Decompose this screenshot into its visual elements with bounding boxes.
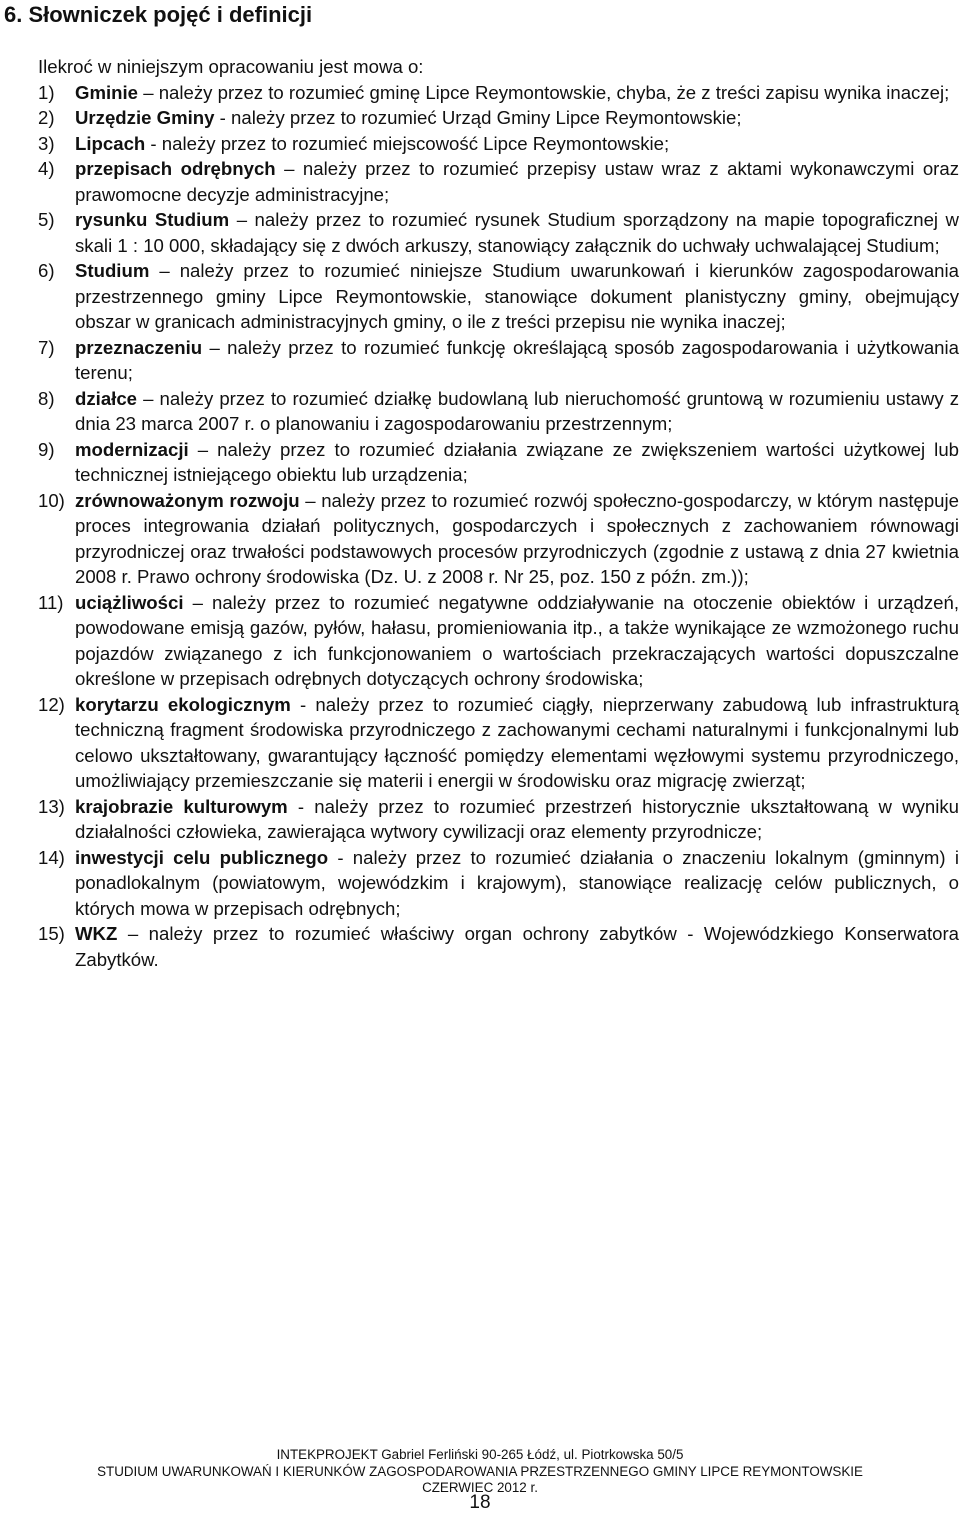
intro-text: Ilekroć w niniejszym opracowaniu jest mowa o: [38,56,424,77]
definition-text: – należy przez to rozumieć niniejsze Studium uwarunkowań i kierunków zagospodarowania przestrzennego gminy Lipce Reymontowskie, stanowiące dokument planistyczny gminy, obejmujący obszar w granicach administracyjnych gminy, o ile z treści przepisu nie wynika inaczej; [75,260,959,332]
definition-text: – należy przez to rozumieć rozwój społeczno-gospodarczy, w którym następuje proces integrowania działań politycznych, gospodarczych i społecznych z zachowaniem równowagi przyrodniczej oraz trwałości podstawowych procesów przyrodniczych (zgodnie z ustawą z dnia 27 kwietnia 2008 r. Prawo ochrony środowiska (Dz. U. z 2008 r. Nr 25, poz. 150 z późn. zm.)); [75,489,959,587]
definition-item [38,207,959,258]
definition-item [38,131,959,157]
definition-text: – należy przez to rozumieć działania związane ze zwiększeniem wartości użytkowej lub technicznej istniejącego obiektu lub urządzenia; [75,438,959,485]
definition-item [38,156,959,207]
definition-term: zrównoważonym rozwoju [75,489,300,511]
definition-term: WKZ [75,923,118,944]
definition-number: 4) [38,158,55,179]
footer-date: CZERWIEC 2012 r. [422,1480,538,1495]
definition-number: 10) [38,489,65,511]
definition-number: 13) [38,795,65,817]
definition-number: 12) [38,693,65,715]
definition-text: – należy przez to rozumieć funkcję określającą sposób zagospodarowania i użytkowania terenu; [75,336,959,383]
definition-item [38,105,959,131]
definition-item [38,335,959,386]
definition-text: – należy przez to rozumieć działkę budowlaną lub nieruchomość gruntową w rozumieniu ustawy z dnia 23 marca 2007 r. o planowaniu i zagospodarowaniu przestrzennym; [75,387,959,434]
definition-text: - należy przez to rozumieć ciągły, nieprzerwany zabudową lub infrastrukturą techniczną fragment środowiska przyrodniczego z zachowanymi cechami naturalnymi i funkcjonalnymi lub celowo ukształtowany, gwarantujący łączność pomiędzy elementami węzłowymi systemu przyrodniczego, umożliwiający przemieszczanie się materii i energii w środowisku oraz migrację zwierząt; [75,693,959,791]
definition-item [38,258,959,335]
definition-number: 11) [38,591,64,613]
definition-text: – należy przez to rozumieć właściwy organ ochrony zabytków - Wojewódzkiego Konserwatora Zabytków. [75,923,959,970]
definition-term: działce [75,387,138,409]
definition-term: Lipcach [75,132,146,154]
definition-text: – należy przez to rozumieć rysunek Studium sporządzony na mapie topograficznej w skali 1 : 10 000, składający się z dwóch arkuszy, stanowiący załącznik do uchwały uchwalającej Studium; [75,209,959,256]
definition-text: – należy przez to rozumieć negatywne oddziaływanie na otoczenie obiektów i urządzeń, powodowane emisją gazów, pyłów, hałasu, promieniowania itp., a także wynikające ze wzmożonego ruchu pojazdów związanego z ich funkcjonowaniem o wartościach przekraczających wartości dopuszczalne określone w przepisach odrębnych dotyczących ochrony środowiska; [75,591,959,689]
definition-text: – należy przez to rozumieć gminę Lipce Reymontowskie, chyba, że z treści zapisu wynika inaczej; [138,81,950,103]
definition-number: 6) [38,260,55,281]
definition-term: krajobrazie kulturowym [75,795,288,817]
definition-number: 2) [38,107,55,128]
definition-term: Urzędzie Gminy [75,107,215,128]
definition-item [38,386,959,437]
definition-item [38,692,959,794]
definition-item [38,921,959,972]
document-body [38,54,959,972]
definition-text: - należy przez to rozumieć działania o znaczeniu lokalnym (gminnym) i ponadlokalnym (powiatowym, wojewódzkim i krajowym), stanowiące realizację celów publicznych, o których mowa w przepisach odrębnych; [75,846,959,919]
definition-item [38,845,959,922]
definition-number: 3) [38,132,55,154]
definition-term: rysunku Studium [75,209,230,230]
definition-item [38,437,959,488]
definition-text: - należy przez to rozumieć miejscowość Lipce Reymontowskie; [145,132,670,154]
definition-term: inwestycji celu publicznego [75,846,329,868]
footer-document-title: STUDIUM UWARUNKOWAŃ I KIERUNKÓW ZAGOSPODAROWANIA PRZESTRZENNEGO GMINY LIPCE REYMONTOWSKIE [97,1464,863,1479]
definition-term: Studium [75,260,150,281]
section-heading: 6. Słowniczek pojęć i definicji [4,2,313,27]
definition-number: 7) [38,336,55,358]
definition-item [38,590,959,692]
definition-text: - należy przez to rozumieć Urząd Gminy Lipce Reymontowskie; [214,107,742,128]
definition-term: Gminie [75,81,139,103]
definitions-list [38,80,959,973]
definition-item [38,80,959,106]
definition-number: 14) [38,846,65,868]
definition-number: 8) [38,387,55,409]
definition-term: uciążliwości [75,591,184,613]
definition-number: 1) [38,81,55,103]
definition-item [38,488,959,590]
definition-term: korytarzu ekologicznym [75,693,291,715]
footer-company: INTEKPROJEKT Gabriel Ferliński 90-265 Łódź, ul. Piotrkowska 50/5 [276,1447,684,1462]
definition-text: – należy przez to rozumieć przepisy ustaw wraz z aktami wykonawczymi oraz prawomocne decyzje administracyjne; [75,158,959,205]
definition-number: 9) [38,438,55,460]
page-number: 18 [469,1492,491,1513]
definition-text: - należy przez to rozumieć przestrzeń historycznie ukształtowaną w wyniku działalności człowieka, zawierająca wytwory cywilizacji oraz elementy przyrodnicze; [75,795,959,842]
definition-item [38,794,959,845]
definition-number: 5) [38,209,55,230]
definition-term: przepisach odrębnych [75,158,276,179]
definition-number: 15) [38,923,65,944]
definition-term: modernizacji [75,438,189,460]
definition-term: przeznaczeniu [75,336,203,358]
